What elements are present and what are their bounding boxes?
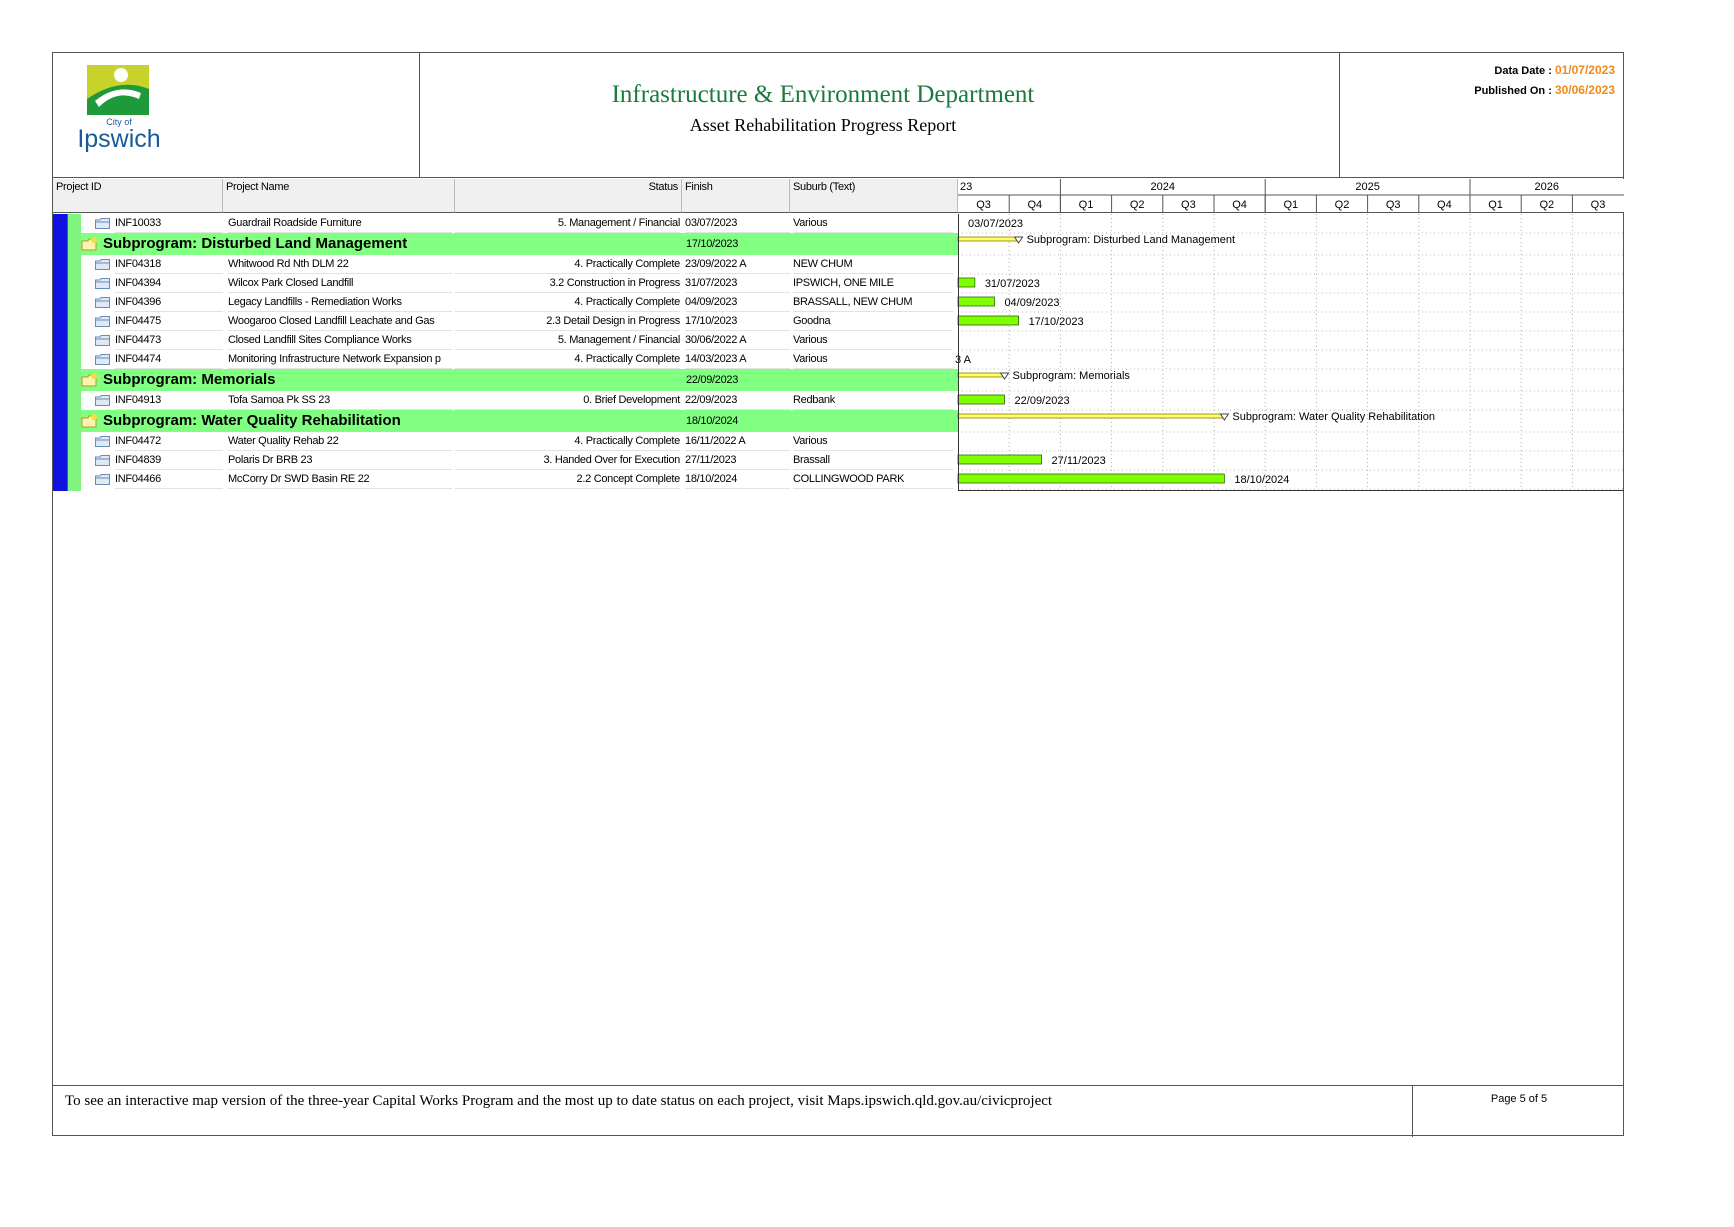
subprogram-folder-icon	[81, 372, 99, 388]
timeline-quarter-label: Q2	[1539, 199, 1555, 211]
column-header-status[interactable]: Status	[455, 179, 682, 213]
project-suburb: Various	[793, 350, 953, 369]
report-page	[52, 52, 1624, 1136]
header-divider	[1339, 53, 1340, 177]
project-suburb: Various	[793, 214, 953, 233]
timeline-quarter-label: Q3	[976, 199, 991, 211]
subprogram-summary-bar	[958, 373, 1005, 377]
timeline-quarter-label: Q4	[1027, 199, 1043, 211]
project-id: INF04466	[115, 470, 223, 489]
project-name: Monitoring Infrastructure Network Expansion p	[228, 350, 452, 369]
subprogram-name: Subprogram: Disturbed Land Management	[103, 235, 408, 252]
timeline-quarter-label: Q2	[1334, 199, 1350, 211]
gantt-bar	[958, 455, 1042, 464]
timeline-scale	[958, 179, 1624, 213]
logo-small-text: City of	[106, 117, 132, 127]
gantt-bar-label: Subprogram: Water Quality Rehabilitation	[1232, 411, 1435, 423]
gantt-bar-label: 27/11/2023	[1051, 455, 1106, 467]
project-name: Closed Landfill Sites Compliance Works	[228, 331, 452, 350]
report-title: Infrastructure & Environment Department	[611, 81, 1035, 108]
project-finish: 23/09/2022 A	[685, 255, 790, 274]
report-subtitle: Asset Rehabilitation Progress Report	[689, 115, 957, 135]
project-name: Guardrail Roadside Furniture	[228, 214, 452, 233]
project-row[interactable]	[81, 312, 958, 331]
gantt-bar-label: 3 A	[955, 354, 971, 366]
folder-icon	[95, 455, 110, 466]
gantt-bar-label: 22/09/2023	[1014, 395, 1070, 407]
report-dates	[1474, 61, 1615, 101]
folder-icon	[95, 474, 110, 485]
gantt-chart	[955, 214, 1624, 491]
project-name: Wilcox Park Closed Landfill	[228, 274, 452, 293]
project-finish: 16/11/2022 A	[685, 432, 790, 451]
project-name: Water Quality Rehab 22	[228, 432, 452, 451]
project-status: 4. Practically Complete	[455, 255, 680, 274]
column-header-finish[interactable]: Finish	[682, 179, 790, 213]
project-suburb: Goodna	[793, 312, 953, 331]
subprogram-folder-icon	[81, 236, 99, 252]
project-name: Polaris Dr BRB 23	[228, 451, 452, 470]
timeline-year-label: 23	[960, 181, 973, 193]
gantt-bar	[958, 395, 1005, 404]
gantt-bar-label: 04/09/2023	[1004, 297, 1060, 309]
project-row[interactable]	[81, 432, 958, 451]
project-status: 3.2 Construction in Progress	[455, 274, 680, 293]
data-date-label: Data Date :	[1494, 65, 1552, 77]
published-label: Published On :	[1474, 85, 1552, 97]
timeline-quarter-label: Q2	[1129, 199, 1145, 211]
folder-icon	[95, 436, 110, 447]
gantt-bar	[958, 278, 975, 287]
subprogram-summary-bar	[958, 237, 1019, 241]
project-status: 3. Handed Over for Execution	[455, 451, 680, 470]
timeline-quarter-label: Q3	[1590, 199, 1606, 211]
program-indicator-bar	[53, 214, 67, 491]
project-id: INF04394	[115, 274, 223, 293]
folder-icon	[95, 278, 110, 289]
project-finish: 22/09/2023	[685, 391, 790, 410]
gantt-bar-label: 18/10/2024	[1234, 474, 1290, 486]
project-id: INF04839	[115, 451, 223, 470]
column-header-project-id[interactable]: Project ID	[53, 179, 223, 213]
project-id: INF04475	[115, 312, 223, 331]
subprogram-row[interactable]	[81, 233, 958, 255]
timeline-quarter-label: Q1	[1078, 199, 1094, 211]
project-row[interactable]	[81, 293, 958, 312]
project-row[interactable]	[81, 331, 958, 350]
project-suburb: Various	[793, 331, 953, 350]
folder-icon	[95, 316, 110, 327]
timeline-quarter-label: Q3	[1181, 199, 1196, 211]
timeline-quarter-label: Q1	[1488, 199, 1503, 211]
timeline-year-label: 2024	[1150, 181, 1176, 193]
project-row[interactable]	[81, 350, 958, 369]
project-id: INF04318	[115, 255, 223, 274]
published-value: 30/06/2023	[1554, 83, 1615, 97]
header-bottom-line	[53, 177, 1623, 178]
project-name: Tofa Samoa Pk SS 23	[228, 391, 452, 410]
project-status: 4. Practically Complete	[455, 432, 680, 451]
subprogram-folder-icon	[81, 413, 99, 429]
subprogram-summary-bar	[958, 414, 1224, 418]
column-header-project-name[interactable]: Project Name	[223, 179, 455, 213]
project-row[interactable]	[81, 255, 958, 274]
footer-divider	[53, 1085, 1623, 1086]
folder-icon	[95, 335, 110, 346]
project-status: 4. Practically Complete	[455, 350, 680, 369]
subprogram-row[interactable]	[81, 369, 958, 391]
project-finish: 30/06/2022 A	[685, 331, 790, 350]
column-header-suburb[interactable]: Suburb (Text)	[790, 179, 958, 213]
project-row[interactable]	[81, 274, 958, 293]
subprogram-finish: 17/10/2023	[686, 238, 739, 250]
folder-icon	[95, 354, 110, 365]
timeline-header	[958, 179, 1624, 213]
project-finish: 31/07/2023	[685, 274, 790, 293]
subprogram-row[interactable]	[81, 410, 958, 432]
gantt-bar-label: Subprogram: Memorials	[1012, 370, 1130, 382]
project-suburb: Brassall	[793, 451, 953, 470]
gantt-bar-label: 31/07/2023	[984, 278, 1040, 290]
logo-text: Ipswich	[77, 125, 161, 153]
project-status: 5. Management / Financial	[455, 214, 680, 233]
project-suburb: Various	[793, 432, 953, 451]
timeline-year-label: 2025	[1355, 181, 1380, 193]
project-suburb: COLLINGWOOD PARK	[793, 470, 953, 489]
subprogram-name: Subprogram: Water Quality Rehabilitation	[103, 412, 401, 429]
project-row[interactable]	[81, 451, 958, 470]
gantt-bar-label: 03/07/2023	[968, 218, 1024, 230]
project-id: INF04396	[115, 293, 223, 312]
project-status: 5. Management / Financial	[455, 331, 680, 350]
project-status: 0. Brief Development	[455, 391, 680, 410]
project-status: 2.3 Detail Design in Progress	[455, 312, 680, 331]
project-row[interactable]	[81, 391, 958, 410]
timeline-year-label: 2026	[1534, 181, 1560, 193]
project-id: INF10033	[115, 214, 223, 233]
folder-icon	[95, 297, 110, 308]
project-finish: 03/07/2023	[685, 214, 790, 233]
project-name: Whitwood Rd Nth DLM 22	[228, 255, 452, 274]
project-suburb: Redbank	[793, 391, 953, 410]
subprogram-finish: 18/10/2024	[686, 415, 739, 427]
project-finish: 14/03/2023 A	[685, 350, 790, 369]
folder-icon	[95, 259, 110, 270]
project-finish: 18/10/2024	[685, 470, 790, 489]
project-status: 4. Practically Complete	[455, 293, 680, 312]
project-id: INF04474	[115, 350, 223, 369]
gantt-bar	[958, 316, 1019, 325]
gantt-bar-label: 17/10/2023	[1028, 316, 1084, 328]
city-of-ipswich-logo	[69, 59, 169, 159]
project-suburb: NEW CHUM	[793, 255, 953, 274]
project-status: 2.2 Concept Complete	[455, 470, 680, 489]
timeline-quarter-label: Q4	[1437, 199, 1452, 211]
subprogram-finish: 22/09/2023	[686, 374, 739, 386]
project-name: Legacy Landfills - Remediation Works	[228, 293, 452, 312]
timeline-quarter-label: Q1	[1283, 199, 1299, 211]
project-row[interactable]	[81, 470, 958, 489]
subprogram-name: Subprogram: Memorials	[103, 371, 276, 388]
header-divider	[419, 53, 420, 177]
footer-note: To see an interactive map version of the three-year Capital Works Program and the most up to date status on each project, visit Maps.ipswich.qld.gov.au/civicproject	[65, 1093, 1053, 1109]
folder-icon	[95, 218, 110, 229]
project-id: INF04472	[115, 432, 223, 451]
subprogram-indicator-bar	[67, 214, 81, 491]
project-id: INF04913	[115, 391, 223, 410]
data-date-value: 01/07/2023	[1554, 63, 1615, 77]
project-finish: 04/09/2023	[685, 293, 790, 312]
project-suburb: BRASSALL, NEW CHUM	[793, 293, 953, 312]
project-finish: 17/10/2023	[685, 312, 790, 331]
project-name: Woogaroo Closed Landfill Leachate and Gas	[228, 312, 452, 331]
project-finish: 27/11/2023	[685, 451, 790, 470]
folder-icon	[95, 395, 110, 406]
timeline-quarter-label: Q3	[1385, 199, 1401, 211]
page-number: Page 5 of 5	[1490, 1093, 1548, 1105]
project-row[interactable]	[81, 214, 958, 233]
gantt-bar	[958, 297, 994, 306]
gantt-bar	[958, 474, 1224, 483]
timeline-quarter-label: Q4	[1232, 199, 1247, 211]
project-id: INF04473	[115, 331, 223, 350]
project-suburb: IPSWICH, ONE MILE	[793, 274, 953, 293]
gantt-bar-label: Subprogram: Disturbed Land Management	[1026, 234, 1236, 246]
project-name: McCorry Dr SWD Basin RE 22	[228, 470, 452, 489]
